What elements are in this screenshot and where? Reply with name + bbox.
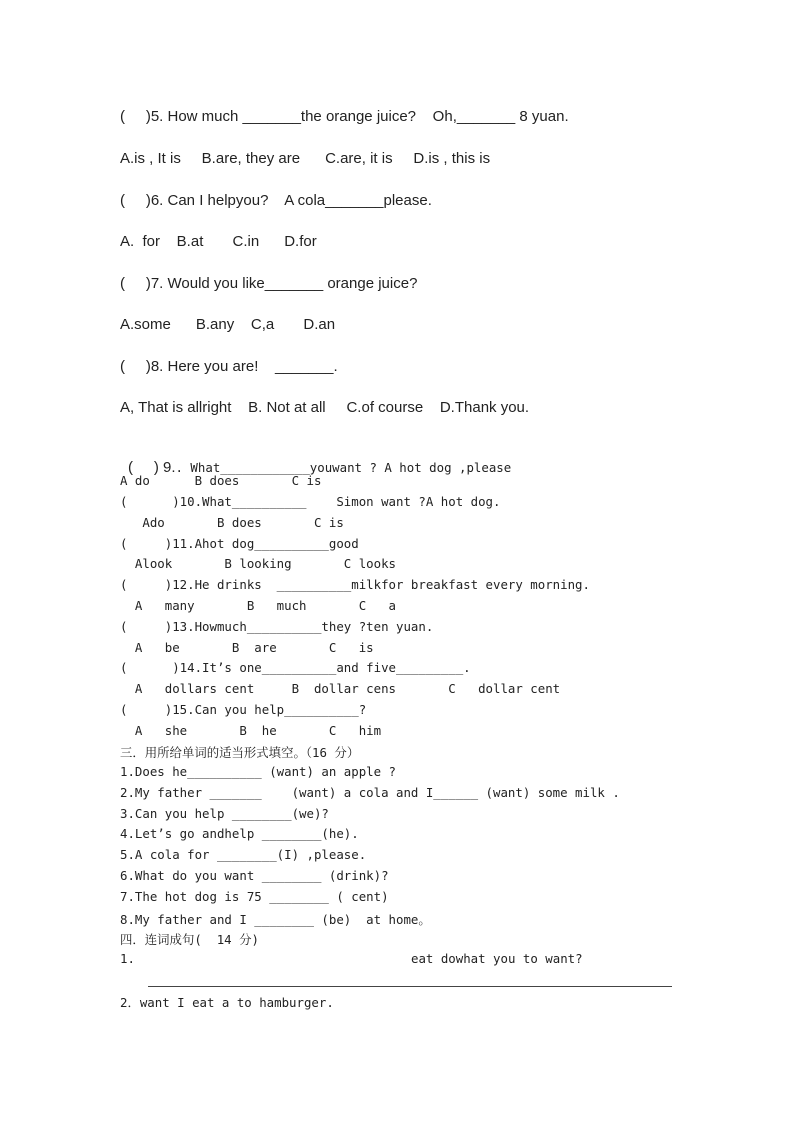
- question-6-options: A. for B.at C.in D.for: [120, 233, 317, 250]
- fill-item-2: 2.My father _______ (want) a cola and I______ (want) some milk .: [120, 785, 620, 800]
- sentence-item-2: 2．want I eat a to hamburger.: [120, 995, 334, 1010]
- question-10: ( )10.What__________ Simon want ?A hot dog.: [120, 494, 501, 509]
- question-13: ( )13.Howmuch__________they ?ten yuan.: [120, 619, 434, 634]
- fill-item-3: 3.Can you help ________(we)?: [120, 806, 329, 821]
- question-9-text: . What____________youwant ? A hot dog ,please: [175, 460, 512, 475]
- fill-item-5: 5.A cola for ________(I) ,please.: [120, 847, 367, 862]
- question-9-options: A do B does C is: [120, 473, 322, 488]
- sentence-item-1-number: 1.: [120, 951, 135, 966]
- fill-item-6: 6.What do you want ________ (drink)?: [120, 868, 389, 883]
- question-11-options: Alook B looking C looks: [120, 556, 397, 571]
- question-15-options: A she B he C him: [120, 723, 382, 738]
- fill-item-4: 4.Let’s go andhelp ________(he).: [120, 826, 359, 841]
- answer-line: [148, 986, 672, 987]
- section-4-heading: 四．连词成句( 14 分): [120, 932, 259, 947]
- question-6: ( )6. Can I helpyou? A cola_______please.: [120, 192, 432, 209]
- fill-item-8: 8.My father and I ________ (be) at home。: [120, 912, 431, 927]
- question-15: ( )15.Can you help__________?: [120, 702, 367, 717]
- question-8: ( )8. Here you are! _______.: [120, 358, 338, 375]
- question-14: ( )14.It’s one__________and five_________.: [120, 660, 471, 675]
- question-7-options: A.some B.any C,a D.an: [120, 316, 336, 333]
- question-11: ( )11.Ahot dog__________good: [120, 536, 359, 551]
- question-5-options: A.is , It is B.are, they are C.are, it is D.is , this is: [120, 150, 491, 167]
- fill-item-7: 7.The hot dog is 75 ________ ( cent): [120, 889, 389, 904]
- section-3-heading: 三．用所给单词的适当形式填空。（16 分）: [120, 745, 360, 760]
- question-12: ( )12.He drinks __________milkfor breakfast every morning.: [120, 577, 590, 592]
- sentence-item-1-words: eat dowhat you to want?: [411, 951, 583, 966]
- question-9: [120, 441, 511, 477]
- question-5: ( )5. How much _______the orange juice? Oh,_______ 8 yuan.: [120, 108, 569, 125]
- question-14-options: A dollars cent B dollar cens C dollar cent: [120, 681, 561, 696]
- question-8-options: A, That is allright B. Not at all C.of course D.Thank you.: [120, 399, 530, 416]
- question-9-number: ( ) 9.: [128, 459, 176, 476]
- question-7: ( )7. Would you like_______ orange juice?: [120, 275, 418, 292]
- fill-item-1: 1.Does he__________ (want) an apple ?: [120, 764, 397, 779]
- question-13-options: A be B are C is: [120, 640, 374, 655]
- question-10-options: Ado B does C is: [120, 515, 344, 530]
- question-12-options: A many B much C a: [120, 598, 397, 613]
